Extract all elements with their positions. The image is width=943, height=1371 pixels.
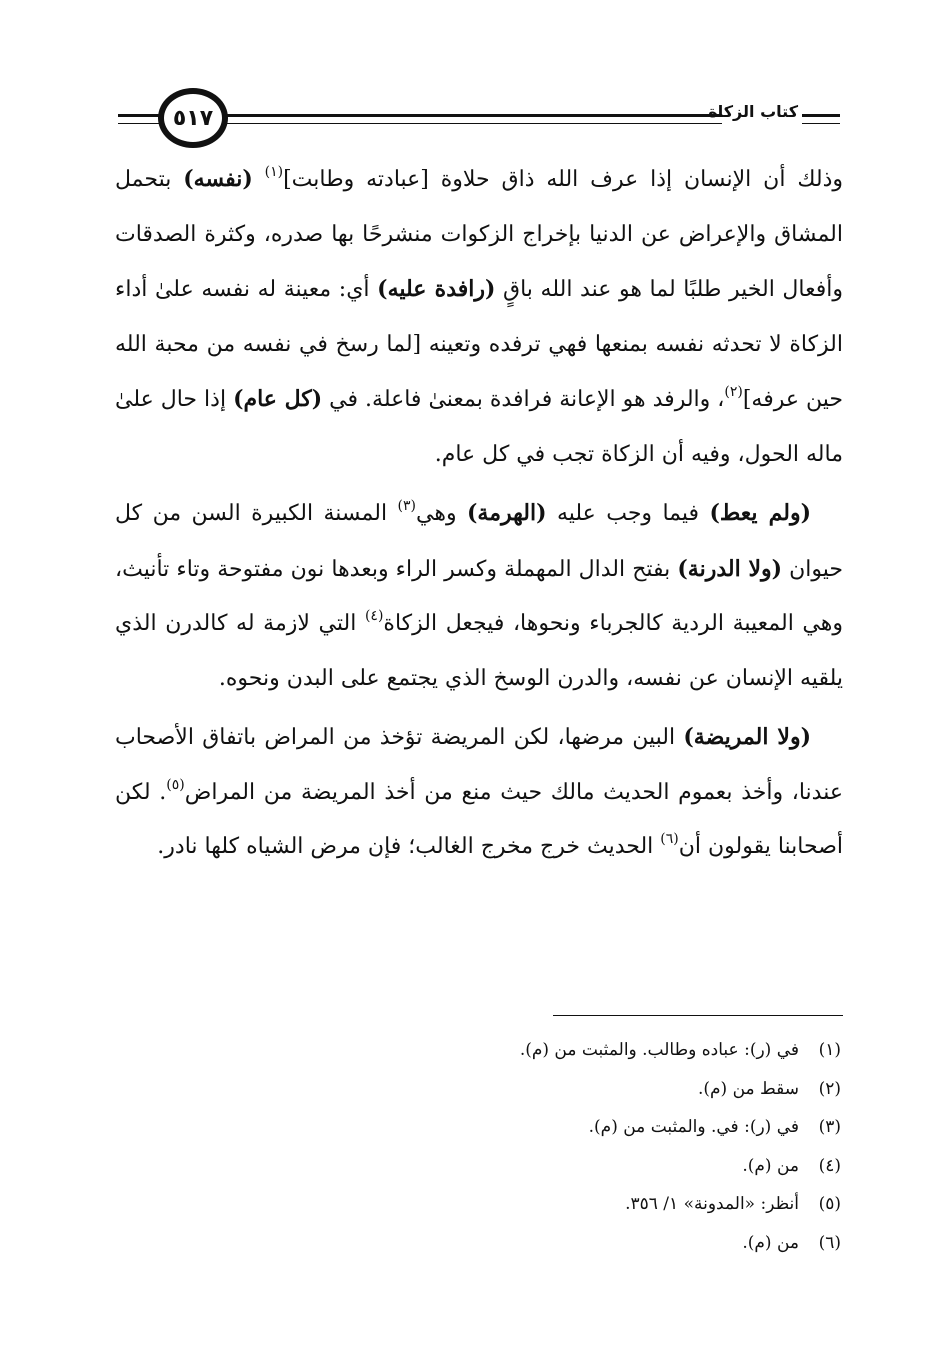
footnote-ref: (٣) bbox=[397, 498, 416, 514]
header-rule-middle bbox=[226, 114, 722, 128]
bold-term: (كل عام) bbox=[233, 386, 323, 412]
footnote-number: (١) bbox=[818, 1040, 841, 1060]
footnote-number: (٣) bbox=[818, 1117, 841, 1137]
footnote-ref: (١) bbox=[264, 164, 284, 180]
footnote-text: من (م). bbox=[742, 1155, 799, 1176]
footnote-separator bbox=[553, 1015, 843, 1016]
footnote-item bbox=[421, 1224, 841, 1263]
footnote-number: (٢) bbox=[818, 1078, 841, 1099]
footnote-item bbox=[421, 1108, 841, 1147]
bold-term: (الهرمة) bbox=[467, 500, 547, 526]
text-run: أي: معينة له نفسه علىٰ أداء الزكاة لا تحدثه نفسه بمنعها فهي ترفده وتعينه [لما رسخ في نفسه من محبة الله حين عرفه] bbox=[115, 277, 843, 412]
footnote-item bbox=[421, 1070, 841, 1109]
text-run: بتحمل المشاق والإعراض عن الدنيا بإخراج الزكوات منشرحًا بها صدره، وكثرة الصدقات وأفعال الخير طلبًا لما هو عند الله باقٍ bbox=[115, 167, 843, 302]
footnote-item bbox=[421, 1031, 841, 1070]
header-rule-right bbox=[802, 114, 840, 128]
text-run: ، والرفد هو الإعانة فرافدة بمعنىٰ فاعلة. في bbox=[329, 387, 725, 412]
footnote-ref: (٢) bbox=[724, 384, 743, 400]
footnote-number: (٤) bbox=[818, 1155, 841, 1176]
bold-term: (رافدة عليه) bbox=[377, 276, 496, 302]
footnote-ref: (٥) bbox=[166, 776, 185, 793]
bold-term: (ولا الدرنة) bbox=[677, 555, 783, 582]
text-run: بفتح الدال المهملة وكسر الراء وبعدها نون مفتوحة وتاء تأنيث، وهي المعيبة الردية كالجرباء ونحوها، فيجعل الزكاة bbox=[115, 556, 843, 636]
footnote-ref: (٤) bbox=[364, 608, 384, 624]
footnote-item bbox=[421, 1185, 841, 1224]
text-run: التي لازمة له كالدرن الذي يلقيه الإنسان عن نفسه، والدرن الوسخ الذي يجتمع على البدن ونحوه. bbox=[115, 611, 843, 691]
page-header bbox=[118, 88, 840, 154]
footnote-text: في (ر): عباده وطالب. والمثبت من (م). bbox=[519, 1040, 799, 1060]
footnote-text: من (م). bbox=[742, 1232, 799, 1253]
bold-term: (ولم يعط) bbox=[709, 500, 812, 526]
page-number: ٥١٧ bbox=[158, 88, 228, 148]
paragraph-1 bbox=[115, 152, 843, 482]
footnote-text: في (ر): في. والمثبت من (م). bbox=[588, 1117, 799, 1137]
paragraph-3 bbox=[115, 710, 843, 875]
footnote-ref: (٦) bbox=[660, 831, 679, 847]
footnote-text: سقط من (م). bbox=[697, 1078, 799, 1099]
paragraph-2 bbox=[115, 486, 843, 706]
bold-term: (ولا المريضة) bbox=[683, 724, 811, 750]
text-run: وهي bbox=[416, 501, 457, 526]
book-title: كتاب الزكاة bbox=[708, 102, 798, 121]
text-run: . لكن أصحابنا يقولون أن bbox=[115, 779, 843, 859]
text-run: وذلك أن الإنسان إذا عرف الله ذاق حلاوة [عبادته وطابت] bbox=[283, 167, 843, 192]
footnote-item bbox=[421, 1147, 841, 1186]
bold-term: (نفسه) bbox=[183, 166, 253, 192]
main-text bbox=[115, 152, 843, 879]
text-run: الحديث خرج مخرج الغالب؛ فإن مرض الشياه كلها نادر. bbox=[157, 834, 654, 859]
text-run: البين مرضها، لكن المريضة تؤخذ من المراض باتفاق الأصحاب عندنا، وأخذ بعموم الحديث مالك حيث منع من أخذ المريضة من المراض bbox=[115, 725, 843, 805]
footnote-number: (٦) bbox=[818, 1232, 841, 1253]
header-rule-left bbox=[118, 114, 160, 128]
footnote-number: (٥) bbox=[818, 1194, 841, 1214]
text-run: فيما وجب عليه bbox=[556, 501, 700, 526]
footnote-text: أنظر: «المدونة» ١/ ٣٥٦. bbox=[625, 1194, 799, 1214]
text-run: إذا حال علىٰ ماله الحول، وفيه أن الزكاة تجب في كل عام. bbox=[115, 387, 843, 467]
footnotes bbox=[421, 1031, 841, 1262]
text-run: المسنة الكبيرة السن من كل حيوان bbox=[115, 501, 844, 582]
